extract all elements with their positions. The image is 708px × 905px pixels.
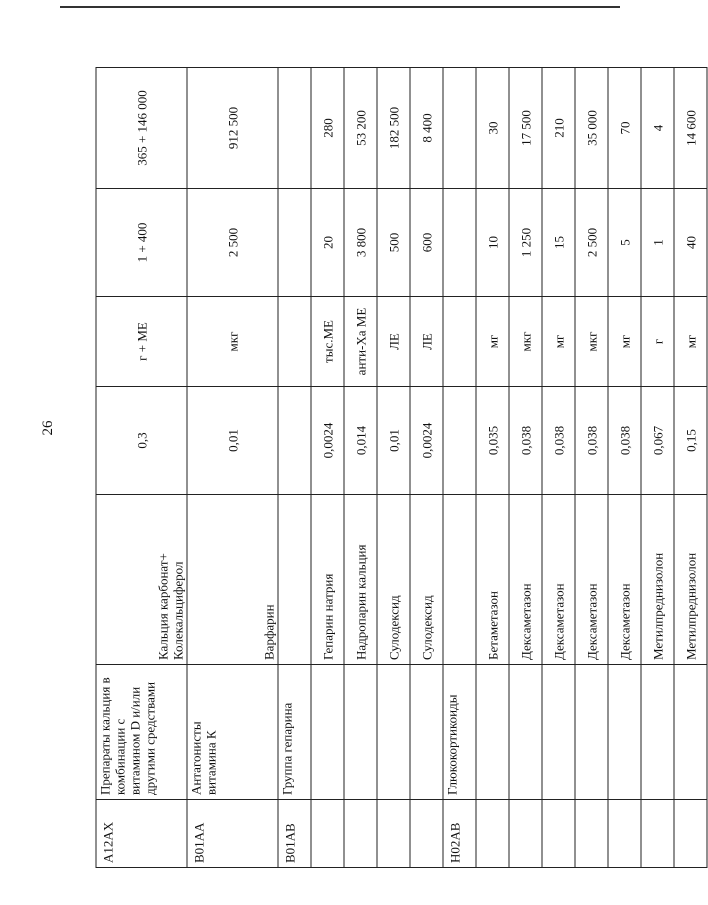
total-cell: 280: [311, 68, 344, 189]
dose-cell: 0,067: [641, 387, 674, 495]
drug-cell: [278, 495, 311, 665]
table-row: [187, 68, 278, 868]
drug-cell: Метилпреднизолон: [674, 495, 707, 665]
table-row: [96, 68, 187, 868]
ddd-cell: [443, 189, 476, 297]
unit-cell: мг: [542, 297, 575, 387]
code-cell: B01AA: [187, 800, 278, 868]
group-cell: [641, 665, 674, 800]
drug-cell: [443, 495, 476, 665]
total-cell: 30: [476, 68, 509, 189]
code-cell: [476, 800, 509, 868]
dose-cell: 0,0024: [410, 387, 443, 495]
table-row: [509, 68, 542, 868]
group-cell: [410, 665, 443, 800]
drug-cell: Сулодексид: [410, 495, 443, 665]
unit-cell: [443, 297, 476, 387]
code-cell: [575, 800, 608, 868]
group-cell: [575, 665, 608, 800]
group-cell: [311, 665, 344, 800]
group-cell: [344, 665, 377, 800]
ddd-cell: 5: [608, 189, 641, 297]
drug-consumption-table: [96, 67, 708, 868]
ddd-cell: 1 + 400: [96, 189, 187, 297]
drug-cell: Надропарин кальция: [344, 495, 377, 665]
dose-cell: [443, 387, 476, 495]
ddd-cell: 10: [476, 189, 509, 297]
ddd-cell: 40: [674, 189, 707, 297]
group-cell: [674, 665, 707, 800]
table-row: [542, 68, 575, 868]
unit-cell: г + МЕ: [96, 297, 187, 387]
ddd-cell: 500: [377, 189, 410, 297]
total-cell: 17 500: [509, 68, 542, 189]
ddd-cell: 3 800: [344, 189, 377, 297]
total-cell: 53 200: [344, 68, 377, 189]
ddd-cell: 2 500: [187, 189, 278, 297]
dose-cell: 0,035: [476, 387, 509, 495]
group-cell: [542, 665, 575, 800]
ddd-cell: 20: [311, 189, 344, 297]
total-cell: [278, 68, 311, 189]
dose-cell: 0,038: [575, 387, 608, 495]
dose-cell: 0,014: [344, 387, 377, 495]
total-cell: [443, 68, 476, 189]
dose-cell: 0,01: [377, 387, 410, 495]
dose-cell: 0,0024: [311, 387, 344, 495]
total-cell: 8 400: [410, 68, 443, 189]
code-cell: [509, 800, 542, 868]
group-cell: Глюкокортикоиды: [443, 665, 476, 800]
page-number: 26: [40, 420, 56, 436]
total-cell: 365 + 146 000: [96, 68, 187, 189]
unit-cell: мг: [608, 297, 641, 387]
dose-cell: 0,038: [509, 387, 542, 495]
code-cell: [641, 800, 674, 868]
table-row: [476, 68, 509, 868]
unit-cell: тыс.МЕ: [311, 297, 344, 387]
group-cell: [476, 665, 509, 800]
drug-cell: Гепарин натрия: [311, 495, 344, 665]
table-row: [674, 68, 707, 868]
dose-cell: 0,3: [96, 387, 187, 495]
total-cell: 210: [542, 68, 575, 189]
dose-cell: 0,038: [542, 387, 575, 495]
unit-cell: ЛЕ: [377, 297, 410, 387]
drug-cell: Дексаметазон: [509, 495, 542, 665]
drug-cell: Дексаметазон: [542, 495, 575, 665]
dose-cell: 0,01: [187, 387, 278, 495]
code-cell: [311, 800, 344, 868]
unit-cell: мкг: [187, 297, 278, 387]
unit-cell: [278, 297, 311, 387]
code-cell: [344, 800, 377, 868]
table-row: [311, 68, 344, 868]
group-cell: Антагонисты витамина К: [187, 665, 278, 800]
total-cell: 35 000: [575, 68, 608, 189]
unit-cell: мкг: [509, 297, 542, 387]
code-cell: B01AB: [278, 800, 311, 868]
drug-cell: Дексаметазон: [608, 495, 641, 665]
unit-cell: мг: [476, 297, 509, 387]
drug-cell: Бетаметазон: [476, 495, 509, 665]
dose-cell: 0,15: [674, 387, 707, 495]
table-row: [377, 68, 410, 868]
group-cell: [377, 665, 410, 800]
drug-cell: Сулодексид: [377, 495, 410, 665]
drug-cell: Дексаметазон: [575, 495, 608, 665]
table-row: [575, 68, 608, 868]
total-cell: 4: [641, 68, 674, 189]
unit-cell: анти-Ха МЕ: [344, 297, 377, 387]
table-row: [608, 68, 641, 868]
total-cell: 912 500: [187, 68, 278, 189]
total-cell: 14 600: [674, 68, 707, 189]
table-row: [344, 68, 377, 868]
total-cell: 70: [608, 68, 641, 189]
table-body: [96, 68, 707, 868]
code-cell: A12AX: [96, 800, 187, 868]
group-cell: [608, 665, 641, 800]
drug-cell: Кальция карбонат+ Колекальциферол: [96, 495, 187, 665]
code-cell: H02AB: [443, 800, 476, 868]
code-cell: [674, 800, 707, 868]
code-cell: [410, 800, 443, 868]
group-cell: Препараты кальция в комбинации с витамином D и/или другими средствами: [96, 665, 187, 800]
table-row: [278, 68, 311, 868]
table-row: [443, 68, 476, 868]
drug-cell: Метилпреднизолон: [641, 495, 674, 665]
drug-cell: Варфарин: [187, 495, 278, 665]
unit-cell: мкг: [575, 297, 608, 387]
code-cell: [608, 800, 641, 868]
table-row: [641, 68, 674, 868]
rotated-table-container: [96, 68, 698, 868]
unit-cell: ЛЕ: [410, 297, 443, 387]
total-cell: 182 500: [377, 68, 410, 189]
code-cell: [542, 800, 575, 868]
ddd-cell: 1 250: [509, 189, 542, 297]
group-cell: [509, 665, 542, 800]
ddd-cell: 600: [410, 189, 443, 297]
dose-cell: 0,038: [608, 387, 641, 495]
table-row: [410, 68, 443, 868]
ddd-cell: [278, 189, 311, 297]
ddd-cell: 1: [641, 189, 674, 297]
code-cell: [377, 800, 410, 868]
ddd-cell: 2 500: [575, 189, 608, 297]
unit-cell: г: [641, 297, 674, 387]
scan-edge-line: [60, 6, 620, 8]
dose-cell: [278, 387, 311, 495]
ddd-cell: 15: [542, 189, 575, 297]
unit-cell: мг: [674, 297, 707, 387]
group-cell: Группа гепарина: [278, 665, 311, 800]
